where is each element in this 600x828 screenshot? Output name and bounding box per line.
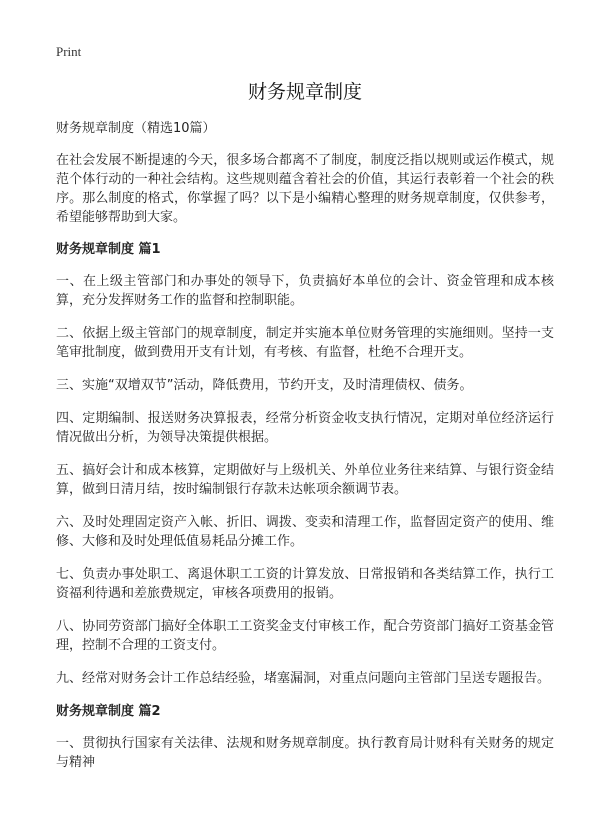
paragraph: 五、搞好会计和成本核算，定期做好与上级机关、外单位业务往来结算、与银行资金结算，做到日清月结，按时编制银行存款未达帐项余额调节表。 — [56, 463, 554, 497]
page-title: 财务规章制度 — [247, 81, 362, 103]
paragraph: 一、在上级主管部门和办事处的领导下，负责搞好本单位的会计、资金管理和成本核算，充分发挥财务工作的监督和控制职能。 — [56, 274, 554, 308]
paragraph: 三、实施“双增双节”活动，降低费用，节约开支，及时清理债权、债务。 — [56, 378, 473, 393]
document-subtitle: 财务规章制度（精选10篇） — [56, 121, 216, 136]
paragraph: 七、负责办事处职工、离退休职工工资的计算发放、日常报销和各类结算工作，执行工资福利待遇和差旅费规定，审核各项费用的报销。 — [56, 567, 554, 601]
paragraph: 六、及时处理固定资产入帐、折旧、调拨、变卖和清理工作，监督固定资产的使用、维修、大修和及时处理低值易耗品分摊工作。 — [56, 515, 554, 549]
paragraph: 四、定期编制、报送财务决算报表，经常分析资金收支执行情况，定期对单位经济运行情况做出分析，为领导决策提供根据。 — [56, 411, 554, 445]
intro-paragraph: 在社会发展不断提速的今天，很多场合都离不了制度，制度泛指以规则或运作模式，规范个体行动的一种社会结构。这些规则蕴含着社会的价值，其运行表彰着一个社会的秩序。那么制度的格式，你掌握了吗？以下是小编精心整理的财务规章制度，仅供参考，希望能够帮助到大家。 — [56, 153, 554, 225]
section-heading-1: 财务规章制度 篇1 — [56, 242, 161, 257]
paragraph: 二、依据上级主管部门的规章制度，制定并实施本单位财务管理的实施细则。坚持一支笔审批制度，做到费用开支有计划，有考核、有监督，杜绝不合理开支。 — [56, 326, 554, 360]
paragraph: 八、协同劳资部门搞好全体职工工资奖金支付审核工作，配合劳资部门搞好工资基金管理，控制不合理的工资支付。 — [56, 619, 554, 653]
print-link[interactable]: Print — [56, 44, 82, 59]
paragraph: 九、经常对财务会计工作总结经验，堵塞漏洞，对重点问题向主管部门呈送专题报告。 — [56, 671, 551, 686]
section-heading-2: 财务规章制度 篇2 — [56, 704, 161, 719]
paragraph: 一、贯彻执行国家有关法律、法规和财务规章制度。执行教育局计财科有关财务的规定与精神 — [56, 736, 554, 770]
